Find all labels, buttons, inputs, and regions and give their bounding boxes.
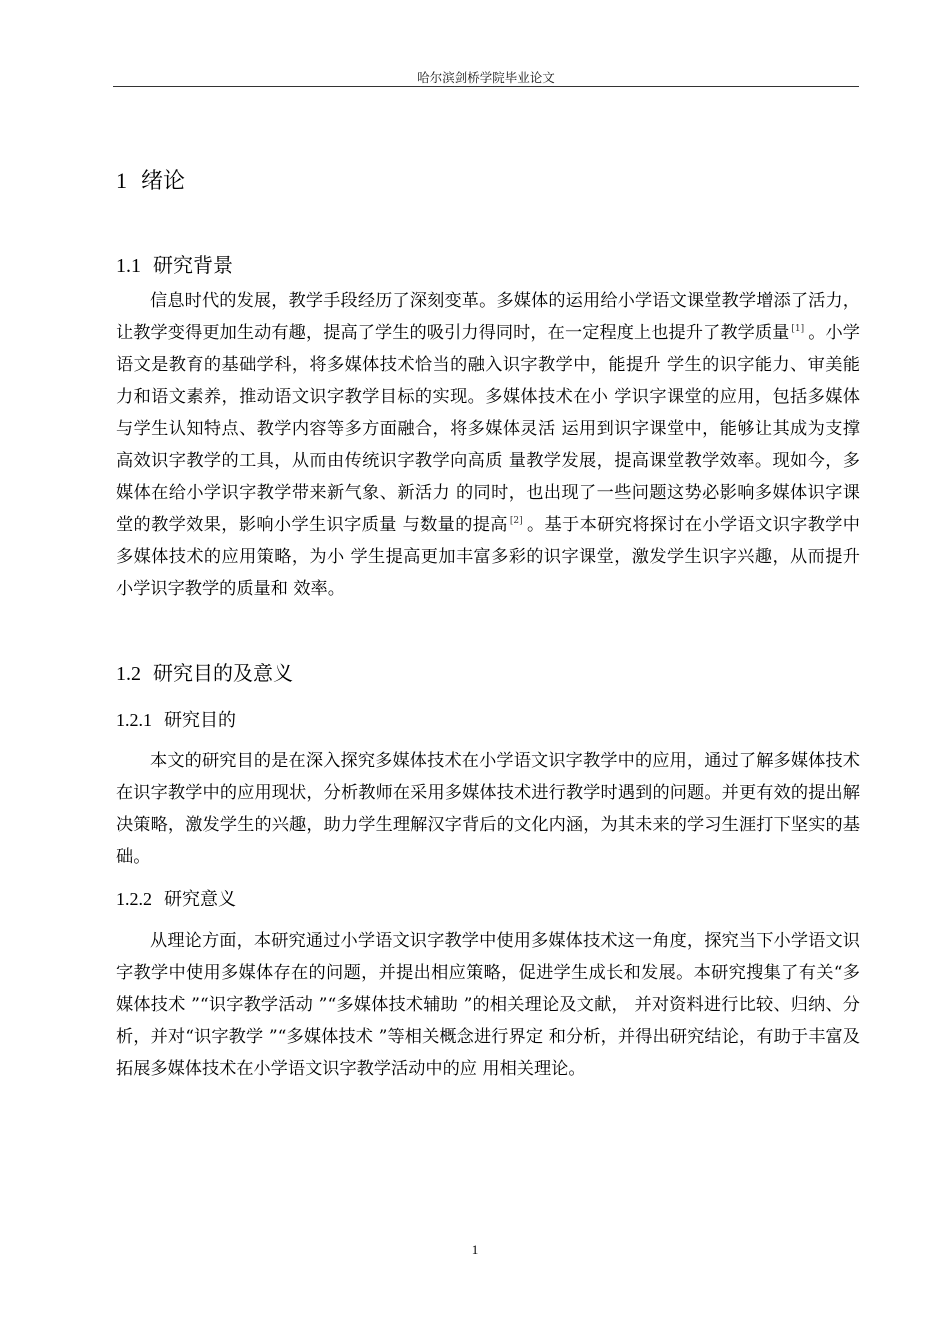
section-heading-1-1: [116, 249, 233, 278]
chapter-heading: [116, 164, 185, 195]
subsection-number: 1.2.2: [116, 889, 152, 909]
paragraph-research-purpose: 本文的研究目的是在深入探究多媒体技术在小学语文识字教学中的应用，通过了解多媒体技术在识字教学中的应用现状，分析教师在采用多媒体技术进行教学时遇到的问题。并更有效的提出解决策略，激发学生的兴趣，助力学生理解汉字背后的文化内涵，为其未来的学习生涯打下坚实的基础。: [116, 751, 860, 867]
section-number: 1.1: [116, 255, 141, 277]
paragraph-research-significance: 从理论方面，本研究通过小学语文识字教学中使用多媒体技术这一角度，探究当下小学语文识字教学中使用多媒体存在的问题，并提出相应策略，促进学生成长和发展。本研究搜集了有关“多媒体技术 ”“识字教学活动 ”“多媒体技术辅助 ”的相关理论及文献， 并对资料进行比较、归纳、分析，并对“识字教学 ”“多媒体技术 ”等相关概念进行界定 和分析，并得出研究结论，有助于丰富及拓展多媒体技术在小学语文识字教学活动中的应 用相关理论。: [116, 931, 860, 1079]
section-title: 研究背景: [153, 253, 233, 277]
citation-1: [1]: [791, 324, 805, 334]
chapter-number: 1: [116, 168, 127, 193]
page-header: 哈尔滨剑桥学院毕业论文: [417, 70, 555, 85]
subsection-title: 研究目的: [164, 710, 236, 731]
chapter-title: 绪论: [141, 169, 186, 194]
subsection-heading-1-2-1: [116, 706, 236, 732]
paragraph-text: 。小学语文是教育的基础学科，将多媒体技术恰当的融入识字教学中，能提升 学生的识字能力、审美能力和语文素养，推动语文识字教学目标的实现。多媒体技术在小 学识字课堂的应用，包括多媒体与学生认知特点、教学内容等多方面融合，将多媒体灵活 运用到识字课堂中，能够让其成为支撑高效识字教学的工具，从而由传统识字教学向高质 量教学发展，提高课堂教学效率。现如今，多媒体在给小学识字教学带来新气象、新活力 的同时，也出现了一些问题这势必影响多媒体识字课堂的教学效果，影响小学生识字质量 与数量的提高: [116, 323, 860, 535]
section-heading-1-2: [116, 657, 293, 686]
subsection-heading-1-2-2: [116, 885, 236, 911]
subsection-title: 研究意义: [164, 889, 236, 910]
section-number: 1.2: [116, 663, 141, 685]
subsection-number: 1.2.1: [116, 710, 152, 730]
header-divider: [113, 86, 859, 87]
section-title: 研究目的及意义: [153, 661, 293, 685]
paragraph-research-background: [116, 285, 860, 605]
page-number: 1: [471, 1242, 479, 1257]
citation-2: [2]: [509, 516, 523, 526]
paragraph-text: 信息时代的发展，教学手段经历了深刻变革。多媒体的运用给小学语文课堂教学增添了活力，让教学变得更加生动有趣，提高了学生的吸引力得同时，在一定程度上也提升了教学质量: [116, 291, 860, 343]
paragraph-text: 。基于本研究将探讨在小学语文识字教学中多媒体技术的应用策略，为小 学生提高更加丰富多彩的识字课堂，激发学生识字兴趣，从而提升小学识字教学的质量和 效率。: [116, 515, 860, 599]
